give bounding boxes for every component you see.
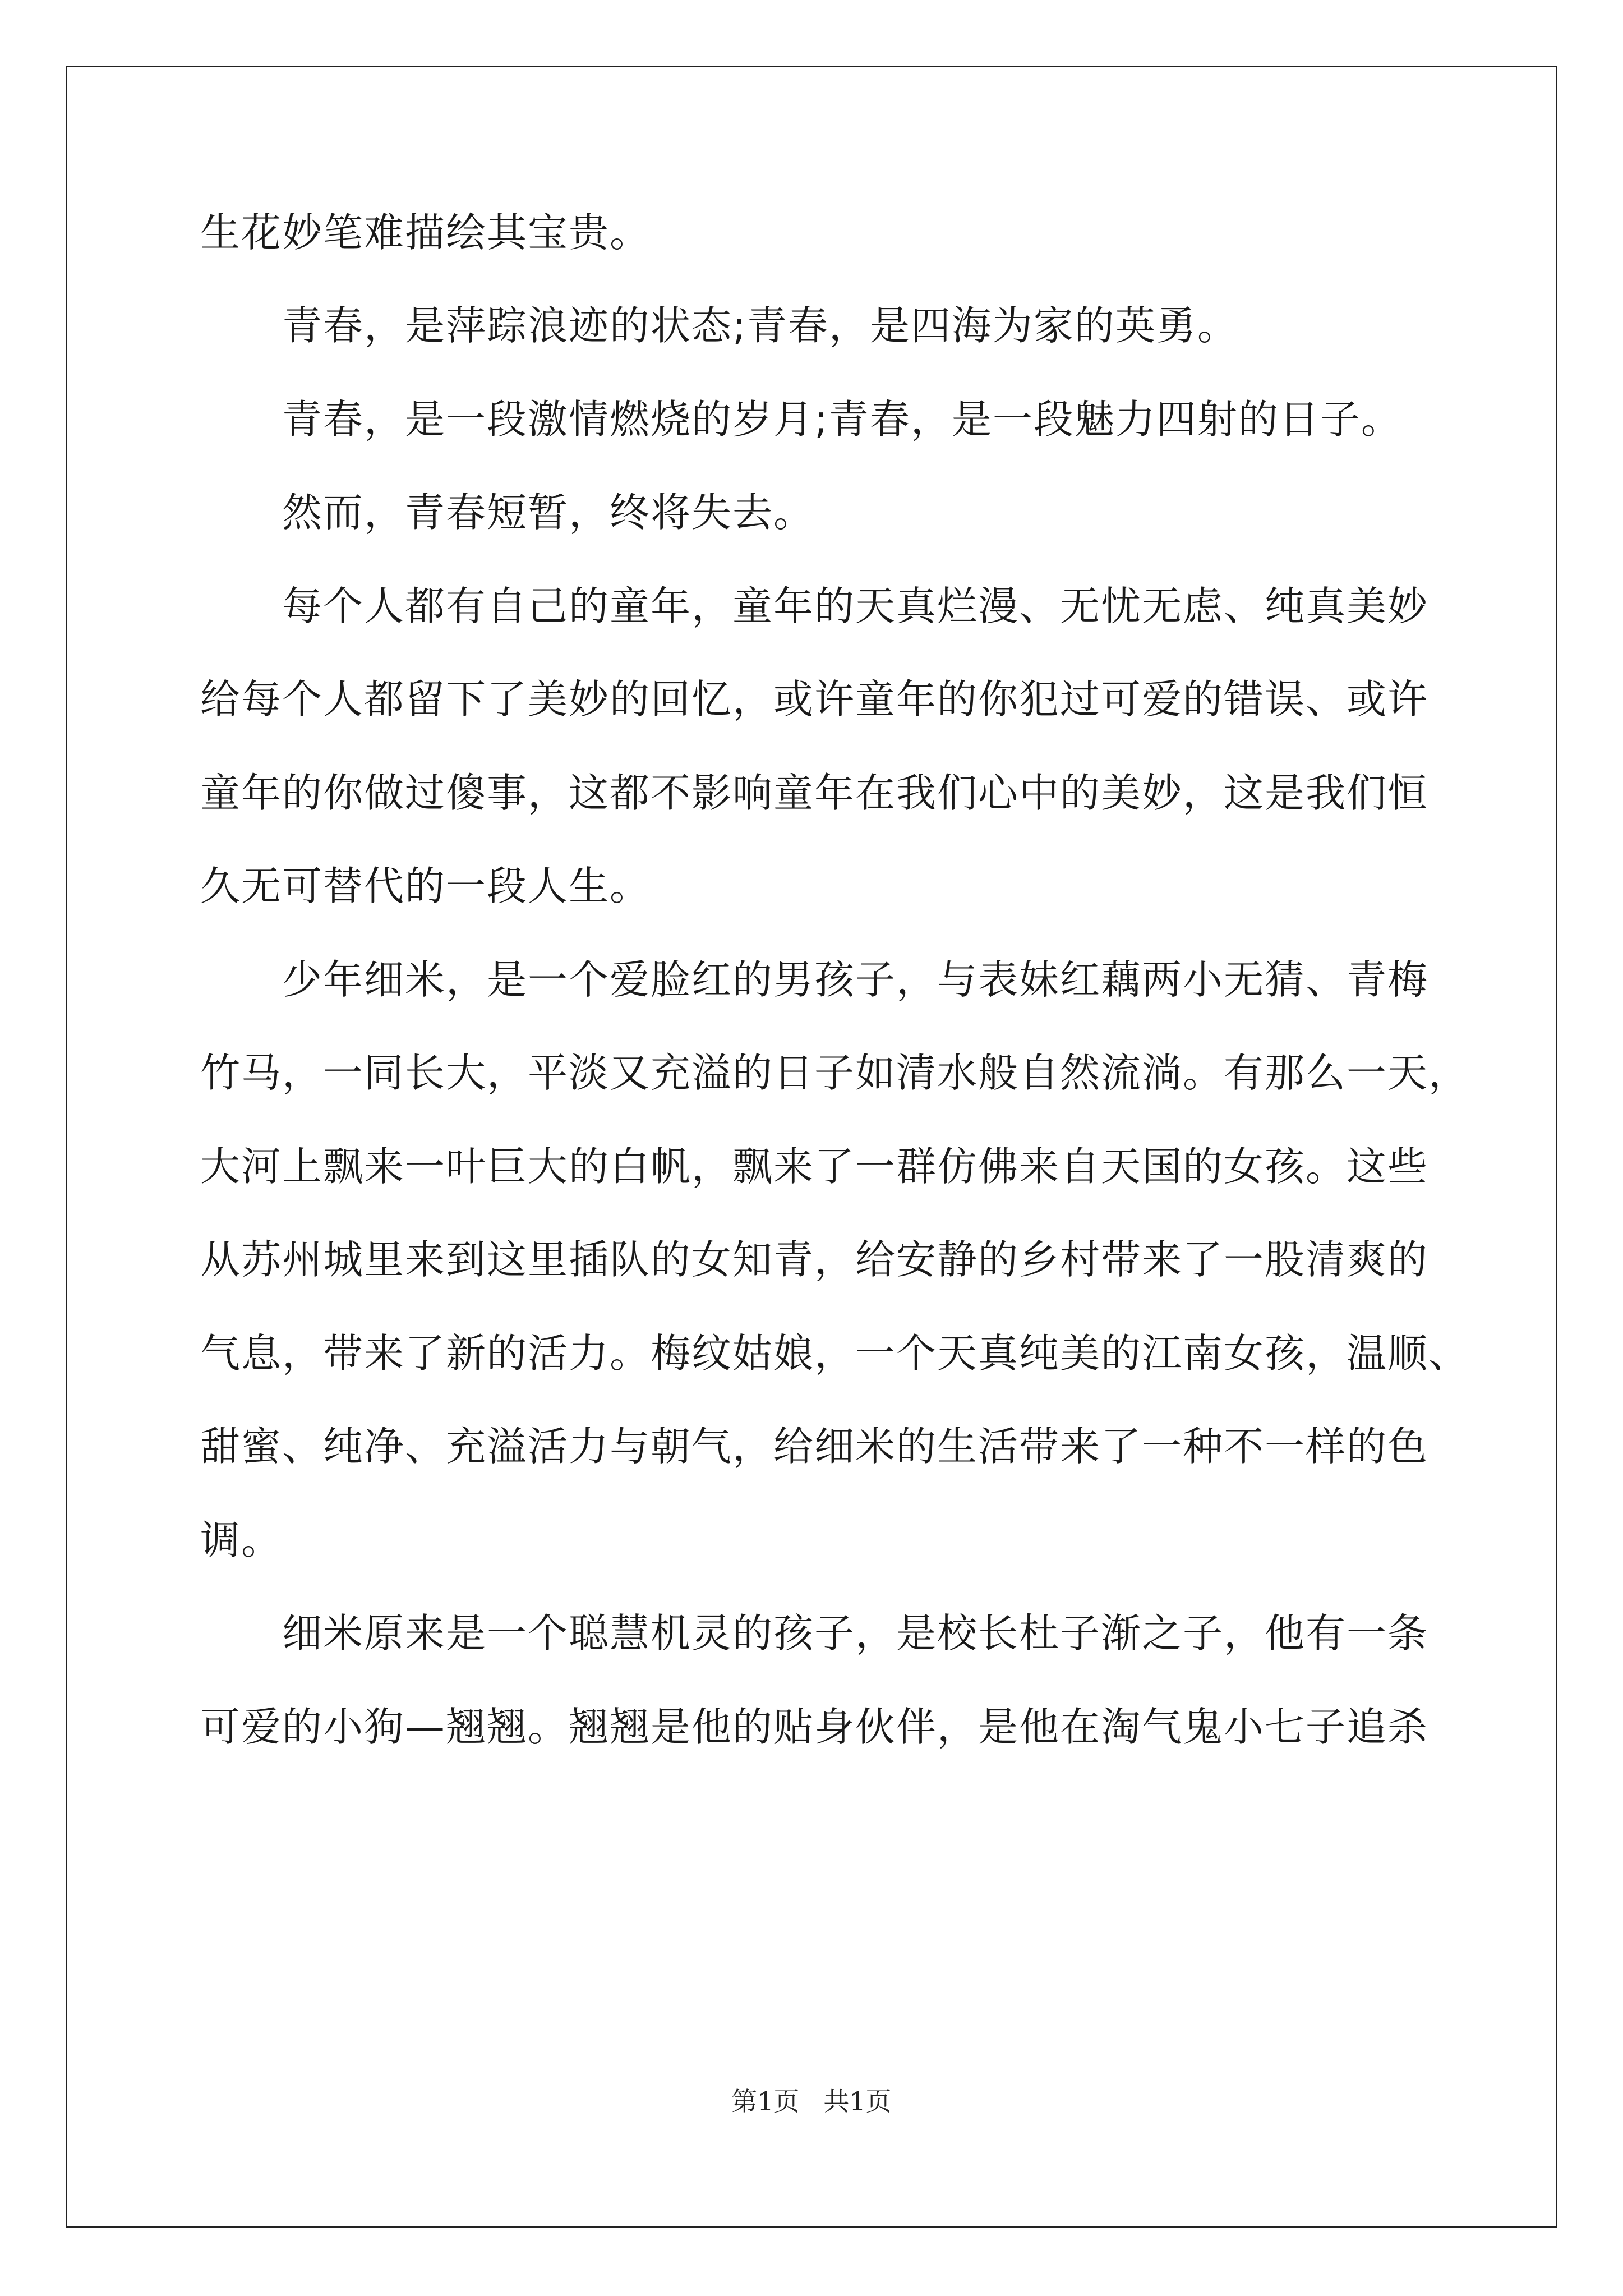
text-line: 从苏州城里来到这里插队的女知青，给安静的乡村带来了一股清爽的: [200, 1236, 1429, 1283]
text-line: 给每个人都留下了美妙的回忆，或许童年的你犯过可爱的错误、或许: [200, 676, 1429, 723]
text-line: 童年的你做过傻事，这都不影响童年在我们心中的美妙，这是我们恒: [200, 770, 1429, 816]
text-line: 久无可替代的一段人生。: [200, 863, 651, 909]
text-line: 竹马，一同长大，平淡又充溢的日子如清水般自然流淌。有那么一天，: [200, 1050, 1470, 1096]
text-line: 可爱的小狗—翘翘。翘翘是他的贴身伙伴，是他在淘气鬼小七子追杀: [200, 1704, 1429, 1750]
text-line: 生花妙笔难描绘其宝贵。: [200, 209, 651, 256]
page-footer: [0, 2081, 1623, 2118]
text-line: 甜蜜、纯净、充溢活力与朝气，给细米的生活带来了一种不一样的色: [200, 1423, 1429, 1470]
page-total: 共1页: [823, 2086, 892, 2116]
text-line: 气息，带来了新的活力。梅纹姑娘，一个天真纯美的江南女孩，温顺、: [200, 1330, 1470, 1377]
text-line: 青春，是一段激情燃烧的岁月;青春，是一段魅力四射的日子。: [200, 396, 1402, 443]
text-line: 大河上飘来一叶巨大的白帆，飘来了一群仿佛来自天国的女孩。这些: [200, 1143, 1429, 1190]
text-line: 调。: [200, 1517, 283, 1563]
text-line: 细米原来是一个聪慧机灵的孩子，是校长杜子渐之子，他有一条: [200, 1610, 1429, 1657]
page-number: 第1页: [731, 2086, 800, 2116]
text-line: 然而，青春短暂，终将失去。: [200, 489, 815, 536]
text-line: 每个人都有自己的童年，童年的天真烂漫、无忧无虑、纯真美妙: [200, 583, 1429, 629]
text-line: 少年细米，是一个爱脸红的男孩子，与表妹红藕两小无猜、青梅: [200, 956, 1429, 1003]
text-line: 青春，是萍踪浪迹的状态;青春，是四海为家的英勇。: [200, 302, 1238, 349]
